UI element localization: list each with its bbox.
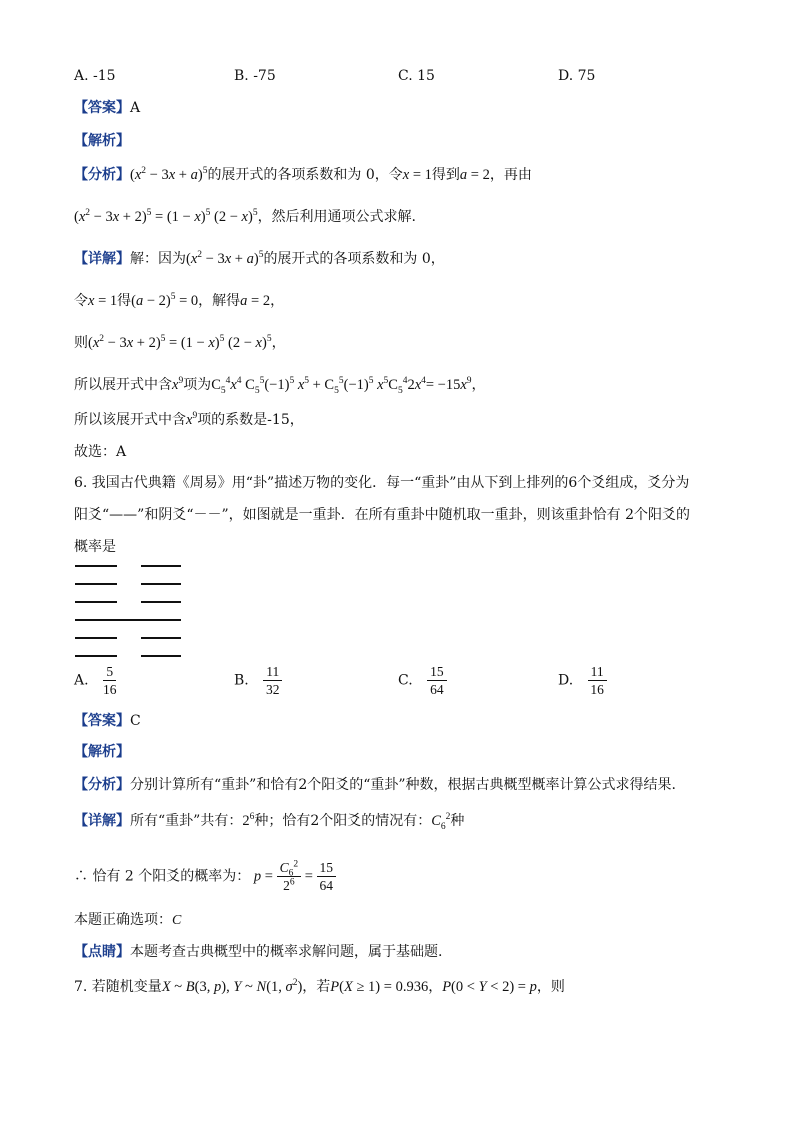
q5-detail-1: 【详解】解：因为$(x^2 - 3x + a)^5$的展开式的各项系数和为 0，	[74, 250, 445, 267]
yin-line-segment	[141, 583, 181, 585]
q7-stem: 7. 若随机变量X ~ B(3, p), Y ~ N(1, $\sigma^2$)，若P(X ≥ 1) = 0.936，P(0 < Y < 2) = p，则	[74, 978, 565, 995]
yin-line-segment	[75, 637, 117, 639]
yin-line-segment	[141, 655, 181, 657]
q6-option-b: B. $\frac{11}{32}$	[234, 664, 282, 697]
yin-line-segment	[75, 655, 117, 657]
answer-value: A	[130, 100, 141, 116]
q6-option-c: C. $\frac{15}{64}$	[398, 664, 447, 697]
hexagram-figure	[75, 561, 185, 661]
q6-comment: 【点睛】本题考查古典概型中的概率求解问题，属于基础题.	[74, 944, 443, 960]
q5-choose: 故选：A	[74, 444, 127, 460]
yin-line-segment	[141, 565, 181, 567]
q5-detail-2: 令x = 1得$(a - 2)^5 = 0$，解得a = 2，	[74, 292, 285, 309]
q6-stem-1: 6. 我国古代典籍《周易》用“卦”描述万物的变化．每一“重卦”由从下到上排列的6个爻组成，爻分为	[74, 475, 690, 491]
q6-analysis-heading: 【解析】	[74, 744, 130, 760]
q6-fenxi: 【分析】分别计算所有“重卦”和恰有2个阳爻的“重卦”种数，根据古典概型概率计算公式求得结果.	[74, 777, 676, 793]
q5-option-d: D. 75	[558, 68, 596, 84]
q5-option-a: A. -15	[74, 68, 116, 84]
q5-option-b: B. -75	[234, 68, 276, 84]
q6-stem-3: 概率是	[74, 539, 116, 555]
yin-line-segment	[141, 637, 181, 639]
yin-line-segment	[75, 583, 117, 585]
q6-stem-2: 阳爻“——”和阴爻“－－”，如图就是一重卦．在所有重卦中随机取一重卦，则该重卦恰有 2个阳爻的	[74, 507, 690, 523]
yang-line	[75, 619, 181, 621]
q5-fenxi: 【分析】$(x^2 - 3x + a)^5$的展开式的各项系数和为 0，令x = 1得到a = 2，再由	[74, 166, 532, 183]
q5-answer	[74, 98, 140, 118]
yin-line-segment	[75, 565, 117, 567]
q6-option-d: D. $\frac{11}{16}$	[558, 664, 607, 697]
q6-detail: 【详解】所有“重卦”共有：$2^6$种；恰有2个阳爻的情况有：$C_6^2$种	[74, 812, 465, 832]
q6-answer: 【答案】C	[74, 713, 141, 729]
q5-detail-3: 则$(x^2 - 3x + 2)^5 = (1 - x)^5$ $(2 - x)^5$，	[74, 334, 286, 351]
q6-probability: ∴ 恰有 2 个阳爻的概率为： p = $\frac{C_6^2}{2^6}$ = $\frac{15}{64}$	[74, 860, 336, 893]
q5-detail-4: 所以展开式中含$x^9$项为$C_5^4x^4$ $C_5^5(-1)^5$ $x^5 + C_5^5(-1)^5$ $x^5C_5^42x^4= -15x^9$，	[74, 376, 486, 396]
q5-analysis-heading: 【解析】	[74, 133, 130, 149]
answer-tag: 【答案】	[74, 100, 130, 116]
yin-line-segment	[141, 601, 181, 603]
yin-line-segment	[75, 601, 117, 603]
q6-correct: 本题正确选项：C	[74, 912, 182, 928]
q6-option-a: A. $\frac{5}{16}$	[74, 664, 117, 697]
q5-option-c: C. 15	[398, 68, 435, 84]
q5-detail-5: 所以该展开式中含$x^9$项的系数是-15，	[74, 411, 304, 428]
q5-fenxi-cont: $(x^2 - 3x + 2)^5 = (1 - x)^5$ $(2 - x)^5$，然后利用通项公式求解.	[74, 208, 417, 225]
